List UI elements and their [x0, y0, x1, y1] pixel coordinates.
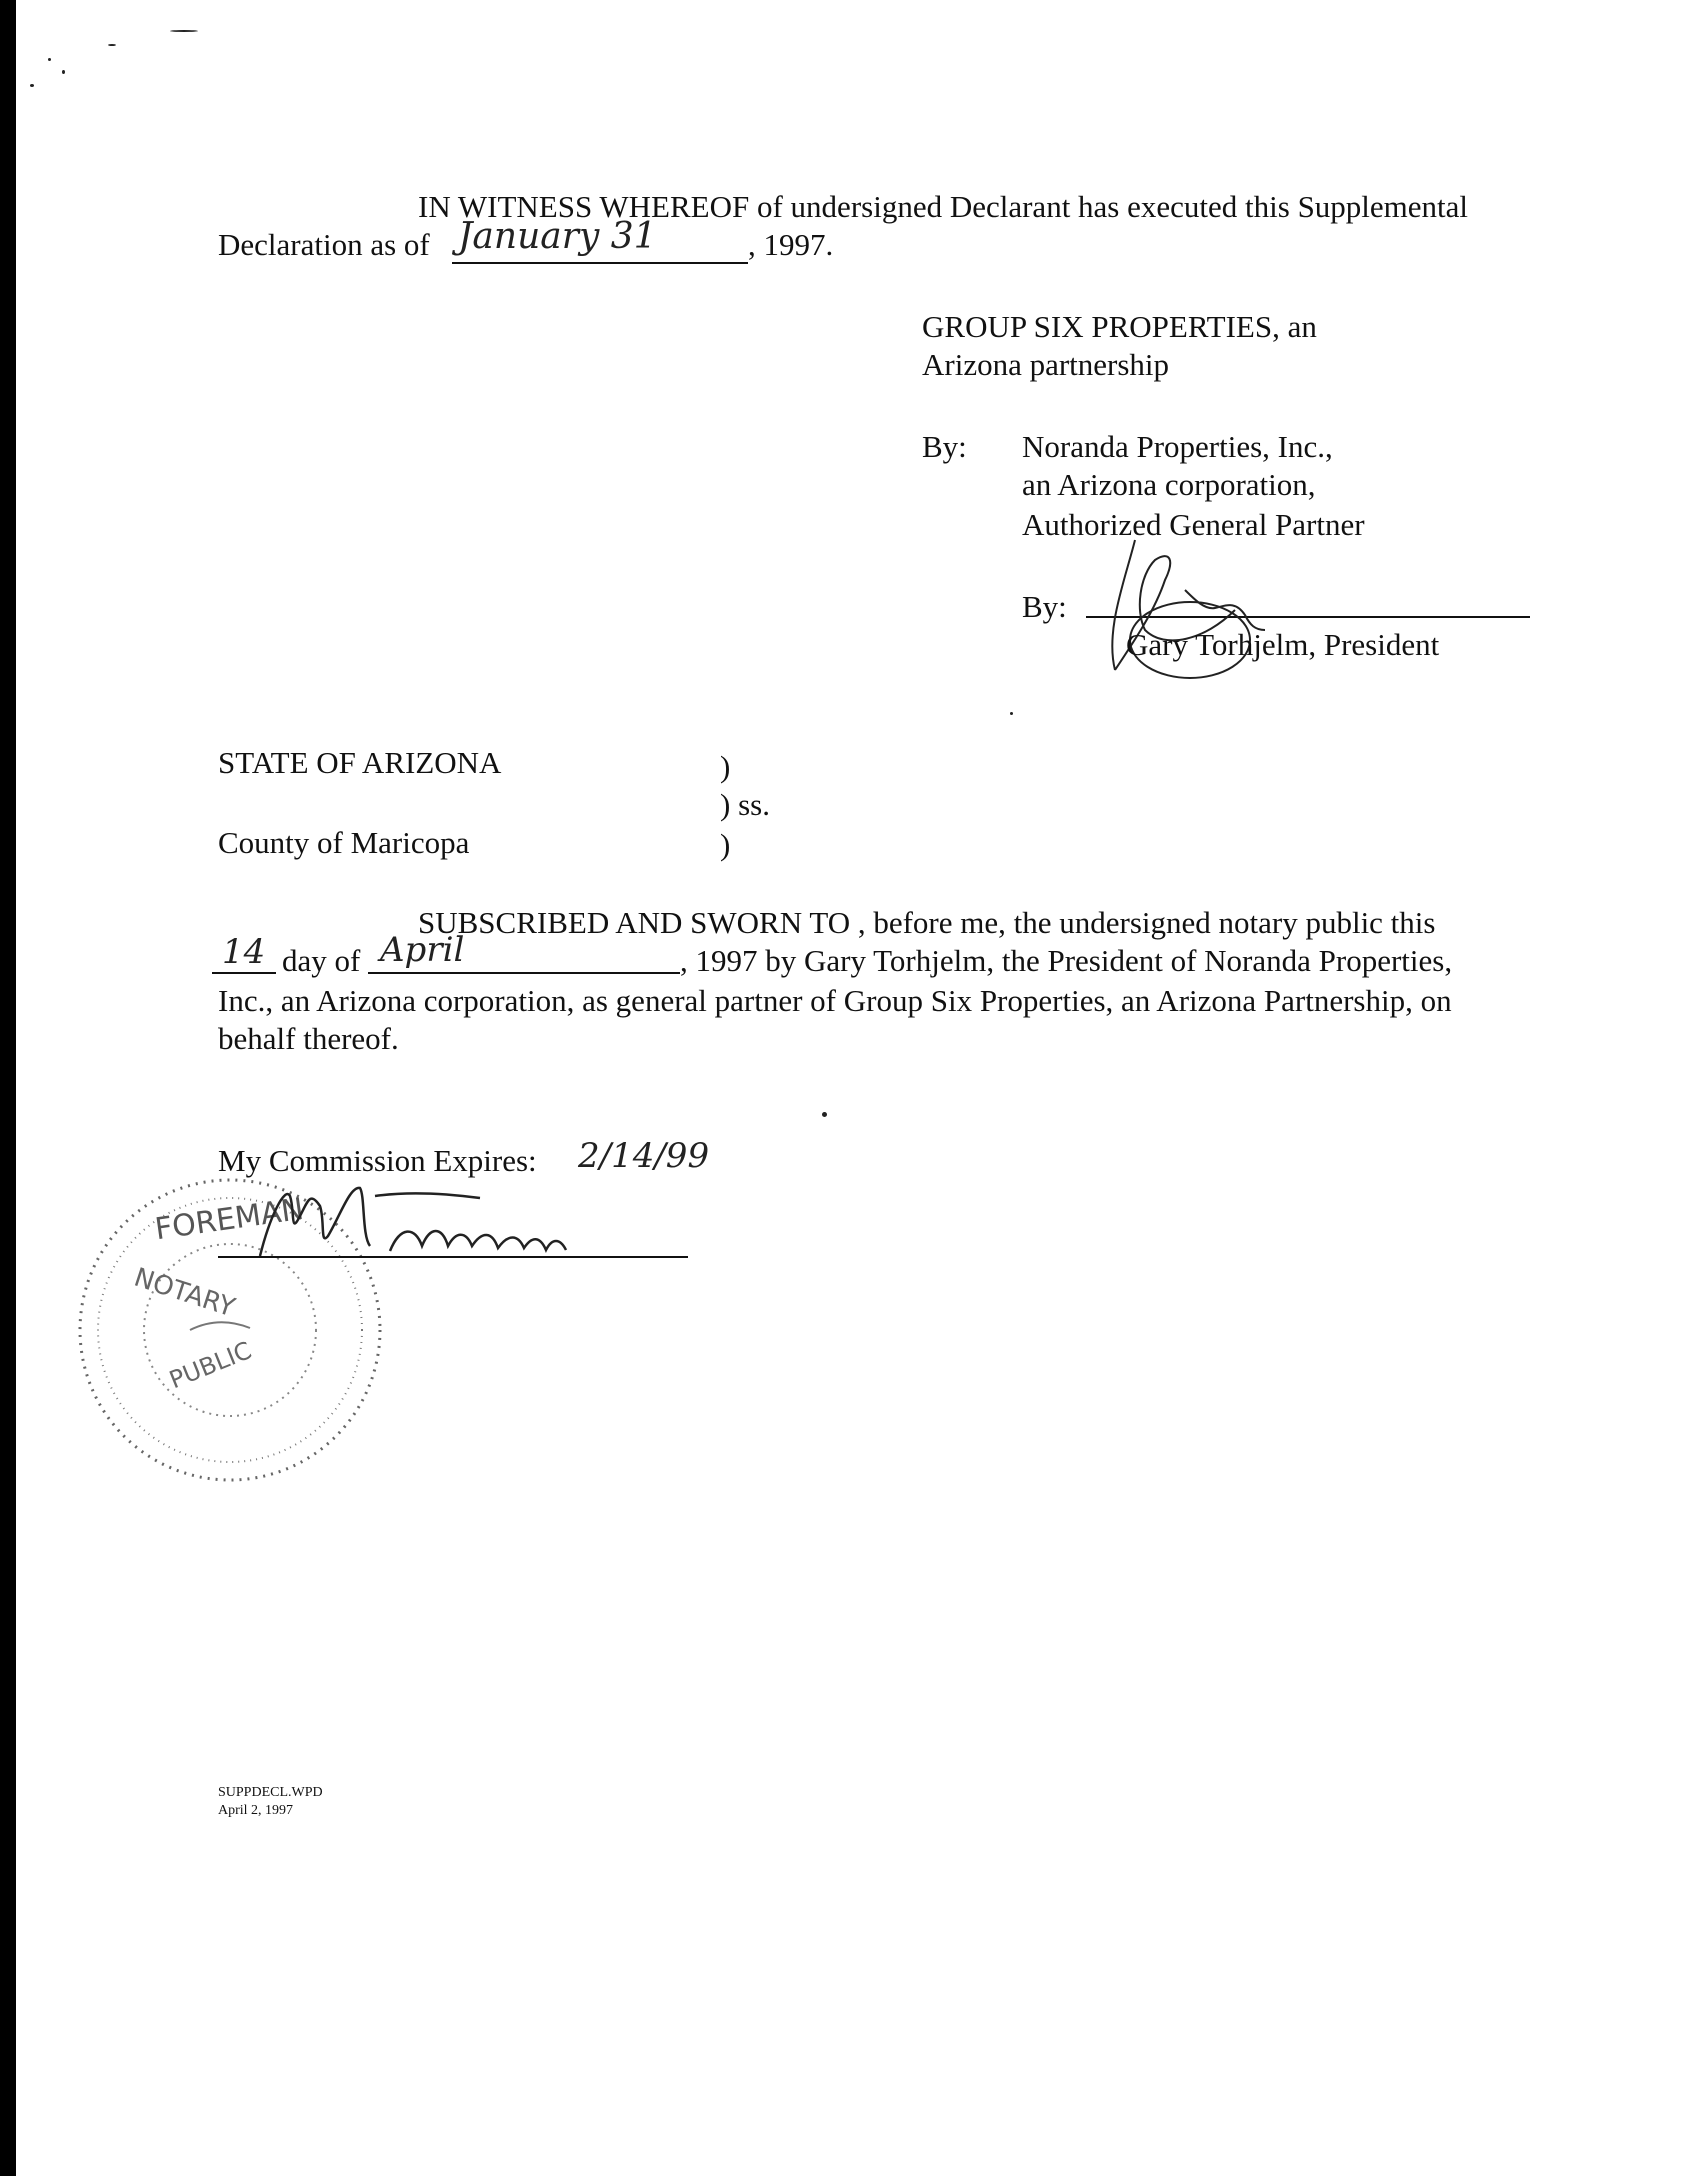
- by2-label: By:: [1022, 589, 1067, 624]
- footer-date: April 2, 1997: [218, 1803, 294, 1818]
- jurat-month-handwritten: April: [380, 930, 465, 970]
- jurat-line-4: behalf thereof.: [218, 1021, 399, 1056]
- venue-paren-3: ): [720, 827, 731, 862]
- scan-speck: [62, 70, 65, 74]
- partner-type: an Arizona corporation,: [1022, 467, 1316, 502]
- venue-county: County of Maricopa: [218, 825, 470, 860]
- signer-name: Gary Torhjelm, President: [1126, 627, 1440, 662]
- date-signature-line: [452, 262, 748, 264]
- jurat-day-label: day of: [282, 943, 361, 978]
- venue-state: STATE OF ARIZONA: [218, 745, 502, 780]
- footer-filename: SUPPDECL.WPD: [218, 1785, 323, 1800]
- jurat-line-2-suffix: , 1997 by Gary Torhjelm, the President of Noranda Properties,: [680, 943, 1453, 978]
- commission-label: My Commission Expires:: [218, 1143, 537, 1178]
- witness-line-2-prefix: Declaration as of: [218, 227, 430, 262]
- notary-signature: [250, 1176, 580, 1266]
- partner-role: Authorized General Partner: [1022, 507, 1365, 542]
- witness-line-1: IN WITNESS WHEREOF of undersigned Declarant has executed this Supplemental: [418, 189, 1469, 224]
- scan-edge: [0, 0, 16, 2176]
- seal-text-top: FOREMAN: [152, 1191, 306, 1248]
- scan-speck: [1010, 712, 1013, 715]
- by-label: By:: [922, 429, 967, 464]
- entity-type: Arizona partnership: [922, 347, 1170, 382]
- scan-speck: [108, 44, 116, 46]
- jurat-day-handwritten: 14: [222, 932, 266, 972]
- month-blank: [368, 972, 680, 974]
- venue-ss: ) ss.: [720, 787, 770, 822]
- seal-text-mid: NOTARY: [130, 1262, 239, 1324]
- jurat-line-1: SUBSCRIBED AND SWORN TO , before me, the undersigned notary public this: [418, 905, 1436, 940]
- scan-speck: [170, 30, 198, 32]
- seal-text-bottom: PUBLIC: [165, 1336, 256, 1395]
- venue-paren-1: ): [720, 749, 731, 784]
- witness-date-handwritten: January 31: [458, 216, 657, 257]
- scan-speck: [30, 84, 34, 87]
- day-blank: [212, 972, 276, 974]
- jurat-line-3: Inc., an Arizona corporation, as general partner of Group Six Properties, an Arizona Partnership, on: [218, 983, 1452, 1018]
- commission-date-handwritten: 2/14/99: [578, 1136, 710, 1176]
- scan-speck: [48, 58, 51, 61]
- witness-line-2-suffix: , 1997.: [748, 227, 834, 262]
- scan-speck: [822, 1112, 827, 1117]
- entity-name: GROUP SIX PROPERTIES, an: [922, 309, 1317, 344]
- partner-name: Noranda Properties, Inc.,: [1022, 429, 1333, 464]
- president-signature: [1095, 520, 1295, 690]
